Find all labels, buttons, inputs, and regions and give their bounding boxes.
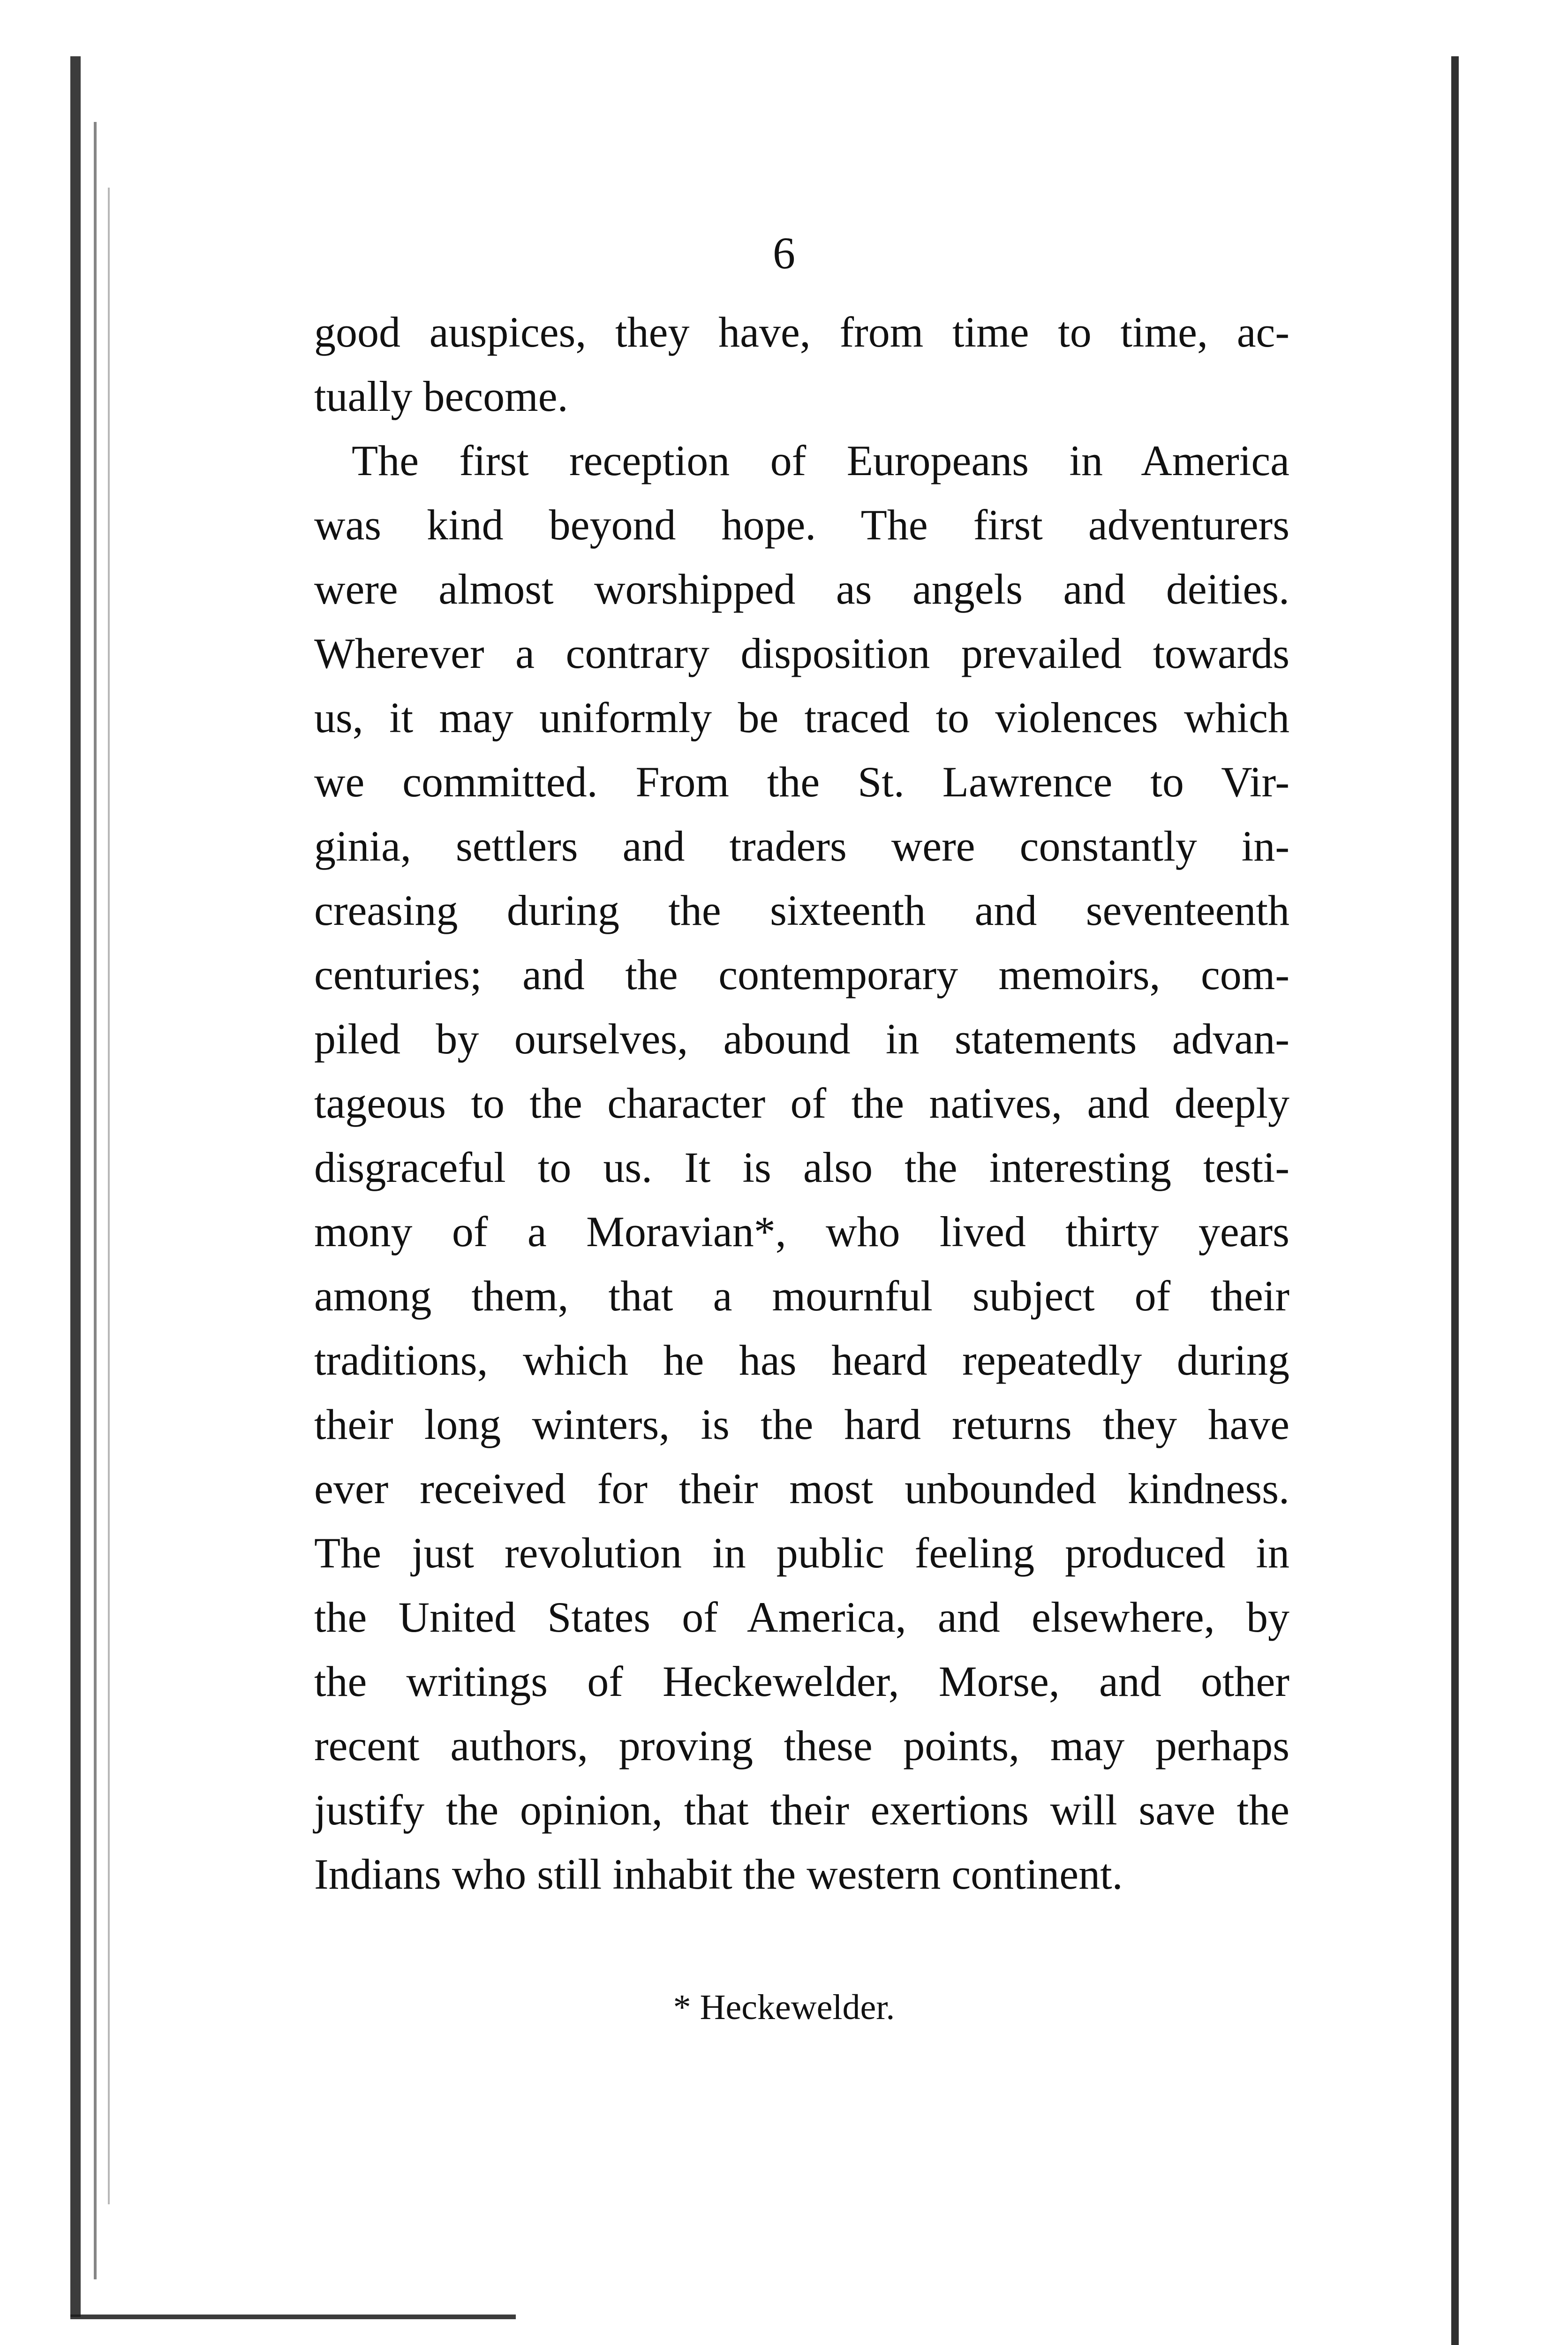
text-line: piled by ourselves, abound in statements advan- [314,1015,1289,1063]
text-line: the writings of Heckewelder, Morse, and other [314,1657,1289,1705]
text-line: Wherever a contrary disposition prevailed towards [314,629,1289,677]
text-line: the United States of America, and elsewhere, by [314,1593,1289,1641]
text-line: mony of a Moravian*, who lived thirty years [314,1208,1289,1256]
text-line: their long winters, is the hard returns they have [314,1400,1289,1448]
text-line: good auspices, they have, from time to time, ac- [314,308,1289,356]
text-line: The first reception of Europeans in America [352,437,1289,484]
text-line: among them, that a mournful subject of their [314,1272,1289,1320]
page-number: 6 [773,228,795,278]
text-line: tually become. [314,372,568,420]
text-line: The just revolution in public feeling produced in [314,1529,1289,1577]
text-line: was kind beyond hope. The first adventurers [314,501,1289,549]
text-line: disgraceful to us. It is also the interesting testi- [314,1143,1289,1191]
text-line: were almost worshipped as angels and deities. [314,565,1289,613]
page-edge-bottom [70,2315,516,2319]
text-line: justify the opinion, that their exertions will save the [314,1786,1289,1834]
binding-edge-left [70,56,81,2317]
text-line: we committed. From the St. Lawrence to Vir- [314,758,1289,806]
text-line: Indians who still inhabit the western continent. [314,1850,1123,1898]
binding-edge-left-faint [108,188,110,2204]
footnote: * Heckewelder. [673,1988,895,2027]
body-text [314,300,1289,1906]
binding-edge-left-shadow [94,122,97,2279]
text-line: ginia, settlers and traders were constantly in- [314,822,1289,870]
text-line: tageous to the character of the natives, and deeply [314,1079,1289,1127]
text-line: traditions, which he has heard repeatedly during [314,1336,1289,1384]
text-line: centuries; and the contemporary memoirs, com- [314,951,1289,999]
text-line: us, it may uniformly be traced to violences which [314,694,1289,741]
text-line: creasing during the sixteenth and seventeenth [314,886,1289,934]
text-line: recent authors, proving these points, may perhaps [314,1722,1289,1770]
text-line: ever received for their most unbounded kindness. [314,1465,1289,1513]
